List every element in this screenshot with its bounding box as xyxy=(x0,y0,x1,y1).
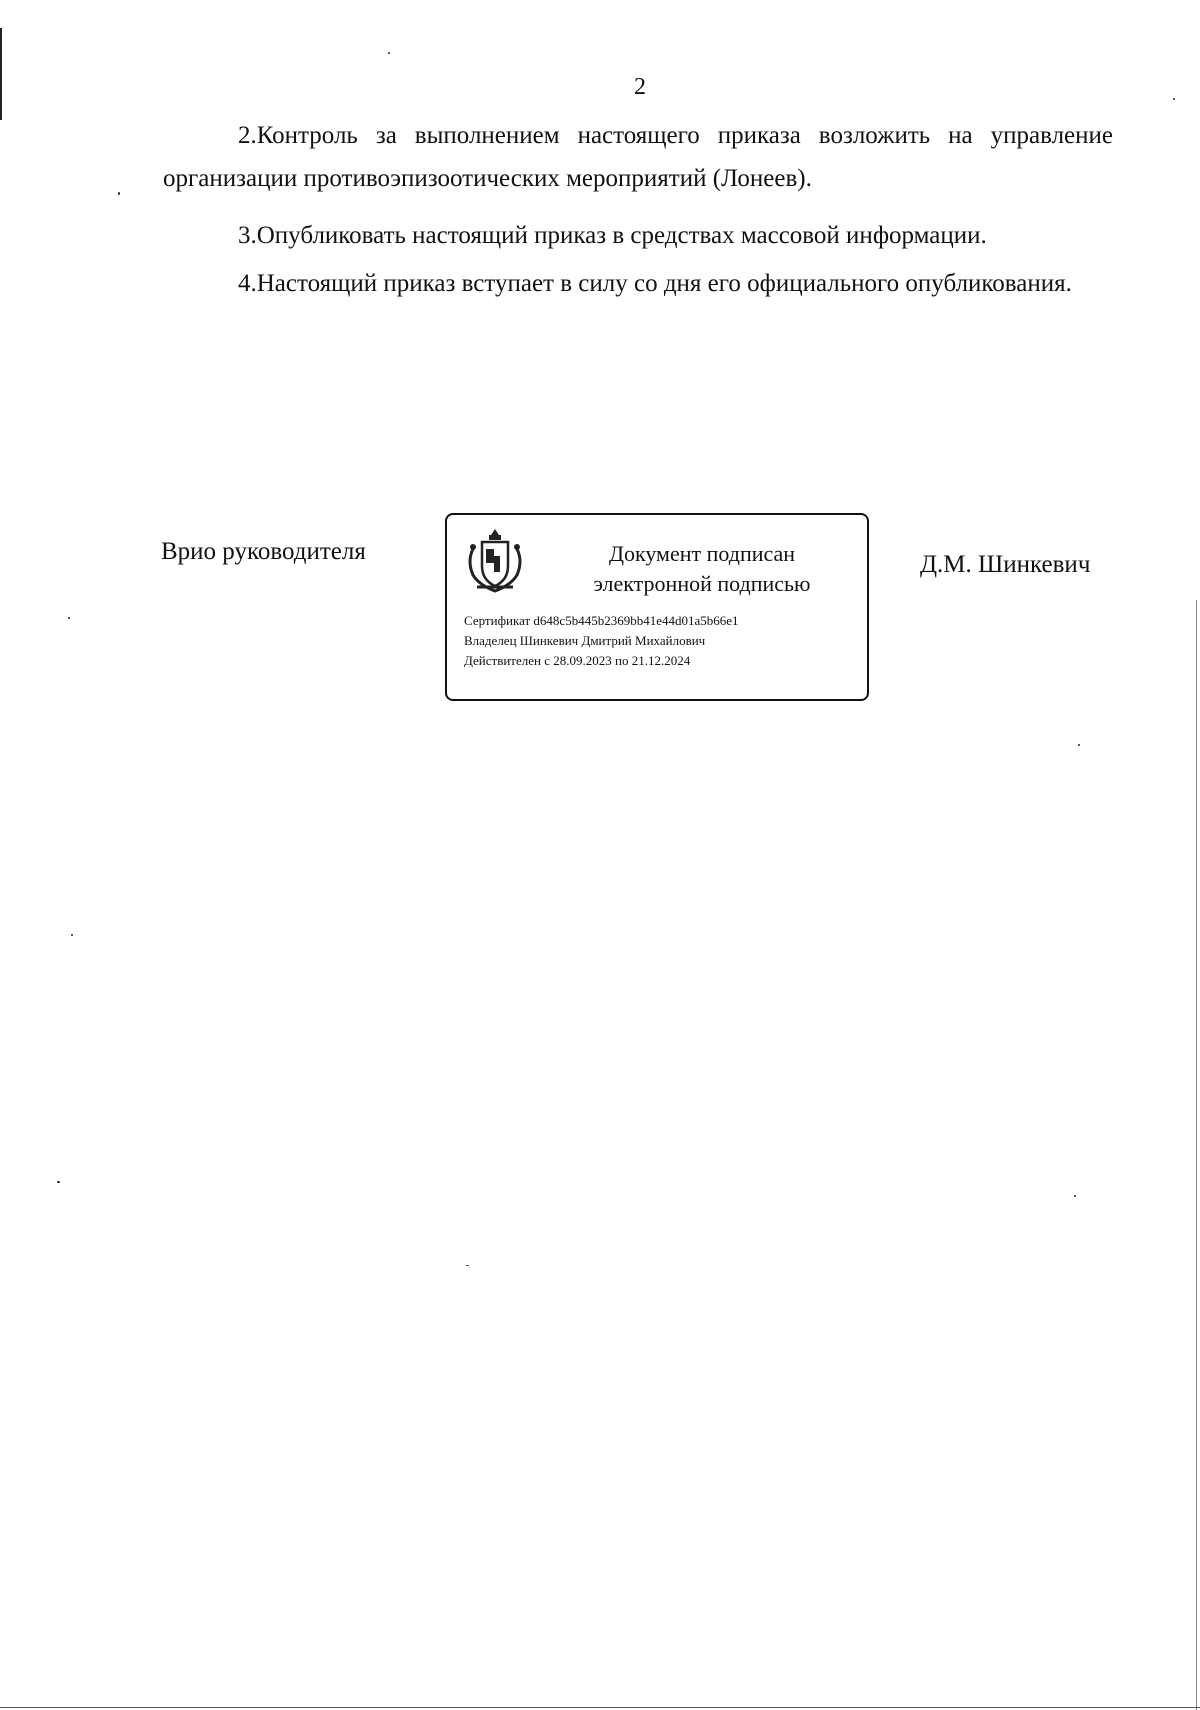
stamp-certificate: Сертификат d648c5b445b2369bb41e44d01a5b66e1 xyxy=(464,613,739,628)
paragraph-2: 2.Контроль за выполнением настоящего приказа возложить на управление организации противоэпизоотических мероприятий (Лонеев). xyxy=(163,122,1113,192)
scan-speck xyxy=(118,192,120,195)
page-number: 2 xyxy=(634,74,646,100)
scan-edge-bottom xyxy=(0,1707,1200,1708)
stamp-title-line2: электронной подписью xyxy=(593,571,811,596)
scan-edge-right xyxy=(1196,600,1197,1710)
stamp-validity: Действителен с 28.09.2023 по 21.12.2024 xyxy=(464,653,691,668)
coat-of-arms-icon xyxy=(465,527,525,597)
scan-speck xyxy=(68,617,70,619)
paragraph-4: 4.Настоящий приказ вступает в силу со дня его официального опубликования. xyxy=(238,270,1072,297)
paragraph-3: 3.Опубликовать настоящий приказ в средствах массовой информации. xyxy=(238,222,987,249)
scan-speck xyxy=(466,1265,469,1266)
scan-speck xyxy=(57,1181,60,1183)
scan-speck xyxy=(71,934,73,936)
scan-speck xyxy=(388,52,390,54)
stamp-owner: Владелец Шинкевич Дмитрий Михайлович xyxy=(464,633,706,648)
scan-speck xyxy=(1173,98,1175,100)
scan-speck xyxy=(1078,744,1080,746)
signatory-role: Врио руководителя xyxy=(161,538,366,565)
stamp-title-line1: Документ подписан xyxy=(608,541,796,566)
signatory-name: Д.М. Шинкевич xyxy=(920,551,1091,578)
scan-speck xyxy=(1074,1195,1076,1197)
e-signature-stamp xyxy=(445,513,869,701)
